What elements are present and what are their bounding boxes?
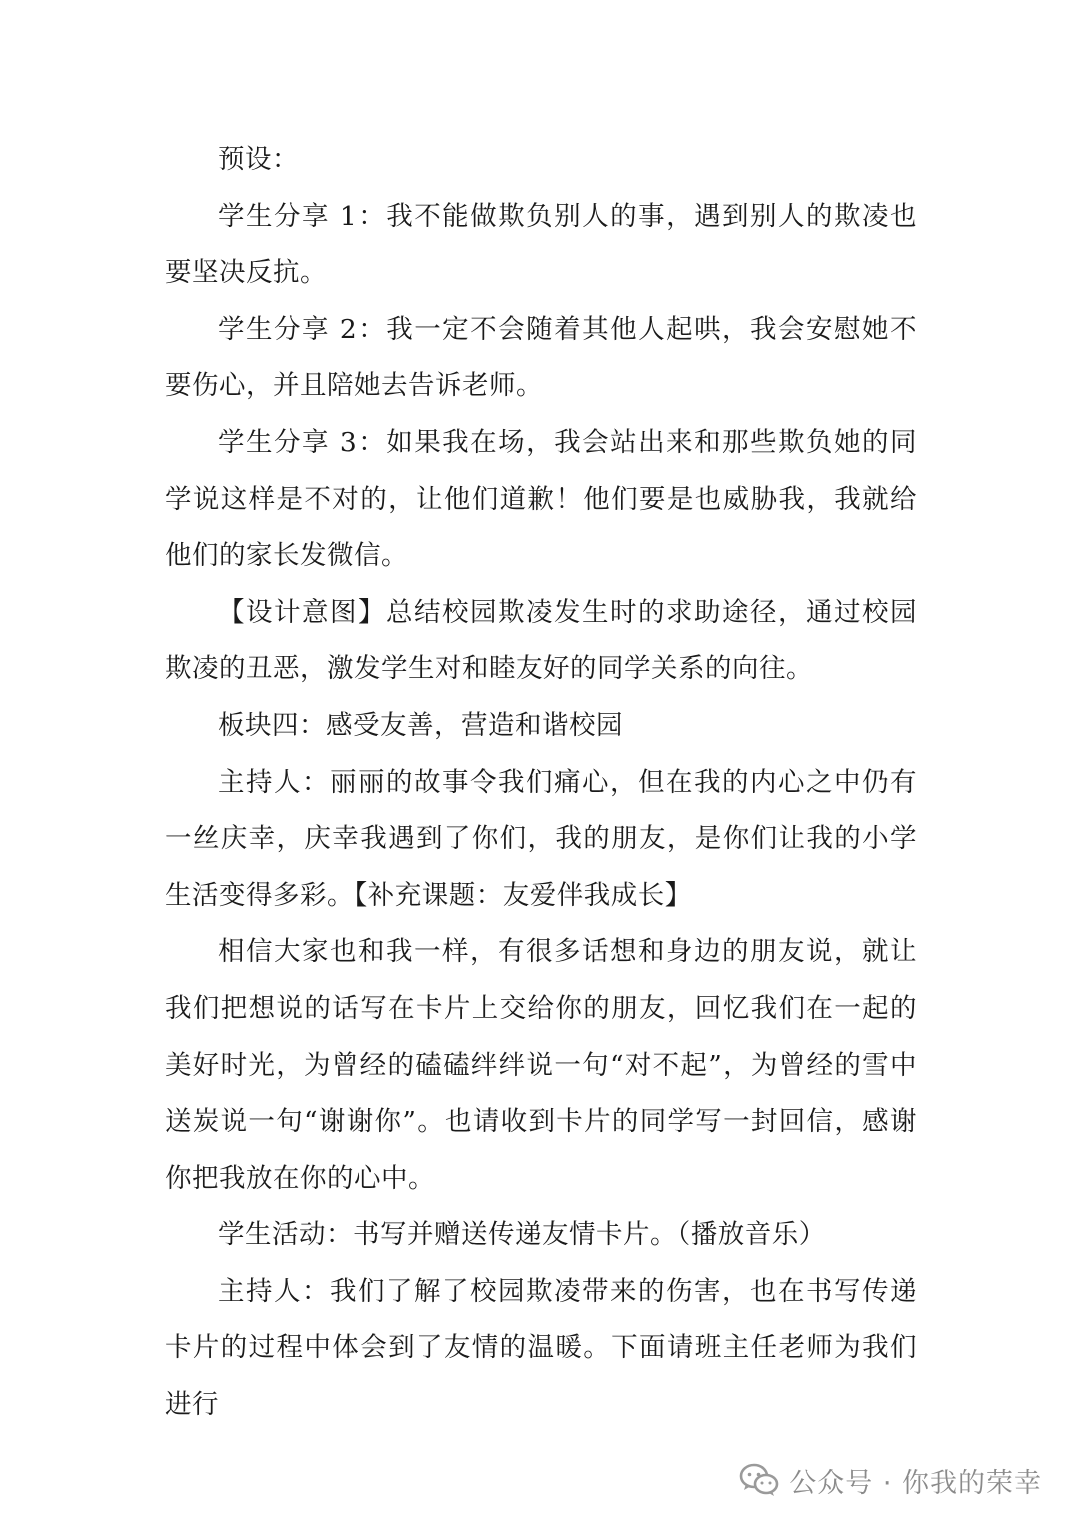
paragraph-student-share-3: 学生分享 3：如果我在场，我会站出来和那些欺负她的同学说这样是不对的，让他们道歉！他们要是也威胁我，我就给他们的家长发微信。	[165, 426, 917, 572]
paragraph-section-four: 板块四：感受友善，营造和谐校园	[218, 709, 623, 741]
paragraph-host-1: 主持人：丽丽的故事令我们痛心，但在我的内心之中仍有一丝庆幸，庆幸我遇到了你们，我的朋友，是你们让我的小学生活变得多彩。【补充课题：友爱伴我成长】	[165, 766, 917, 911]
watermark-text: 公众号 · 你我的荣幸	[789, 1467, 1042, 1499]
paragraph-card-activity-intro: 相信大家也和我一样，有很多话想和身边的朋友说，就让我们把想说的话写在卡片上交给你的朋友，回忆我们在一起的美好时光，为曾经的磕磕绊绊说一句“对不起”，为曾经的雪中送炭说一句“谢谢你”。也请收到卡片的同学写一封回信，感谢你把我放在你的心中。	[165, 936, 917, 1194]
wechat-watermark	[739, 1458, 1042, 1502]
paragraph-student-share-1: 学生分享 1：我不能做欺负别人的事，遇到别人的欺凌也要坚决反抗。	[165, 200, 917, 289]
paragraph-design-intent: 【设计意图】总结校园欺凌发生时的求助途径，通过校园欺凌的丑恶，激发学生对和睦友好的同学关系的向往。	[165, 596, 917, 685]
paragraph-preset: 预设：	[218, 144, 299, 175]
paragraph-student-activity: 学生活动：书写并赠送传递友情卡片。（播放音乐）	[218, 1219, 826, 1251]
paragraph-student-share-2: 学生分享 2：我一定不会随着其他人起哄，我会安慰她不要伤心，并且陪她去告诉老师。	[165, 313, 917, 402]
paragraph-host-2: 主持人：我们了解了校园欺凌带来的伤害，也在书写传递卡片的过程中体会到了友情的温暖。下面请班主任老师为我们进行	[165, 1275, 917, 1421]
document-body	[165, 132, 917, 1434]
wechat-icon	[739, 1463, 779, 1497]
